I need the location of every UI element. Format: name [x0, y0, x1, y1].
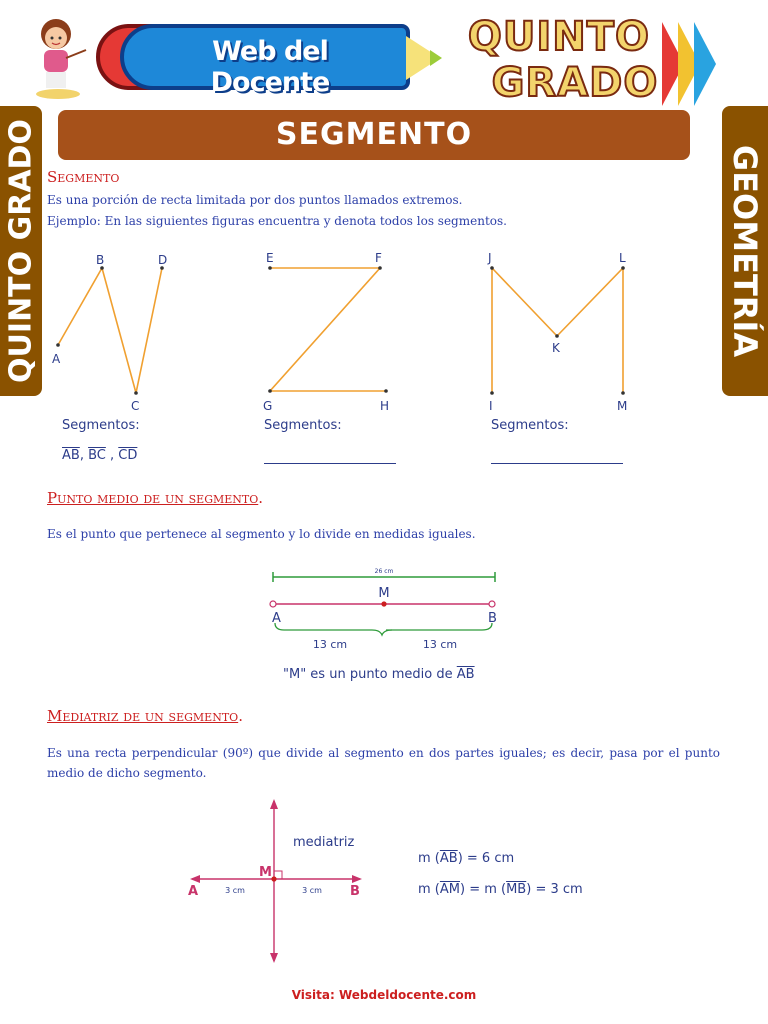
point-j-label: J	[488, 251, 492, 265]
segments-label-2: Segmentos:	[264, 418, 342, 433]
figure-z	[258, 248, 408, 418]
teacher-illustration	[30, 14, 90, 100]
answer-bc: $\overline{BC}$	[88, 448, 106, 463]
side-left-text: QUINTO GRADO	[3, 119, 39, 383]
eq1-post: ) = 6 cm	[457, 851, 515, 866]
figure-n	[40, 248, 190, 418]
footer-link[interactable]: Visita: Webdeldocente.com	[291, 988, 477, 1002]
segment-a-label: A	[272, 611, 281, 626]
mediatriz-a-label: A	[188, 884, 199, 899]
side-tab-right	[722, 106, 768, 396]
point-f-label: F	[375, 251, 382, 265]
point-c-label: C	[131, 399, 140, 413]
page-title: SEGMENTO	[58, 110, 690, 160]
half-left-label: 13 cm	[312, 638, 348, 651]
point-l-label: L	[619, 251, 626, 265]
right-length-label: 3 cm	[302, 886, 322, 895]
eq2-seg2: $\overline{MB}$	[506, 882, 527, 897]
eq2-post: ) = 3 cm	[526, 882, 583, 897]
midpoint-m-label: M	[378, 586, 390, 601]
eq1-seg: $\overline{AB}$	[439, 851, 458, 866]
eq2-pre: m (	[418, 882, 440, 897]
mediatriz-b-label: B	[350, 884, 360, 899]
logo-text: Web del Docente	[210, 36, 330, 98]
mediatriz-line-label: mediatriz	[293, 835, 355, 850]
figure-m	[480, 248, 640, 418]
segments-label-3: Segmentos:	[491, 418, 569, 433]
point-e-label: E	[266, 251, 274, 265]
mediatriz-heading-text: Mediatriz de un segmento	[47, 707, 239, 725]
segmento-example: Ejemplo: En las siguientes figuras encuentra y denota todos los segmentos.	[47, 214, 507, 228]
grade-badge	[440, 12, 710, 104]
equation-am-mb	[418, 882, 583, 897]
mediatriz-diagram	[180, 795, 380, 970]
grade-line1: QUINTO	[467, 14, 651, 60]
punto-medio-heading	[47, 489, 263, 507]
segments-label-1: Segmentos:	[62, 418, 140, 433]
mediatriz-heading-dot: .	[238, 707, 243, 725]
point-b-label: B	[96, 253, 105, 267]
mediatriz-m-label: M	[259, 865, 272, 880]
point-m-label: M	[617, 399, 628, 413]
point-g-label: G	[263, 399, 273, 413]
eq2-seg1: $\overline{AM}$	[439, 882, 460, 897]
caption-segment: $\overline{AB}$	[456, 667, 475, 682]
punto-medio-caption	[283, 667, 475, 682]
half-right-label: 13 cm	[422, 638, 458, 651]
segmento-heading: Segmento	[47, 168, 120, 186]
side-right-text: GEOMETRÍA	[726, 144, 764, 358]
caption-text: "M" es un punto medio de	[283, 667, 453, 682]
left-length-label: 3 cm	[225, 886, 245, 895]
point-i-label: I	[489, 399, 493, 413]
point-d-label: D	[158, 253, 168, 267]
grade-line2: GRADO	[491, 60, 659, 106]
segmento-definition: Es una porción de recta limitada por dos puntos llamados extremos.	[47, 193, 463, 207]
side-tab-left	[0, 106, 42, 396]
mediatriz-heading	[47, 707, 243, 725]
point-k-label: K	[552, 341, 560, 355]
eq2-mid: ) = m (	[459, 882, 507, 897]
punto-medio-heading-dot: .	[258, 489, 264, 507]
punto-medio-text: Es el punto que pertenece al segmento y lo divide en medidas iguales.	[47, 527, 476, 541]
answer-blank-3[interactable]	[491, 463, 623, 464]
answer-blank-2[interactable]	[264, 463, 396, 464]
segments-answer-1: $\overline{AB}$, $\overline{BC}$ , $\overline{CD}$	[62, 448, 138, 463]
punto-medio-diagram	[260, 563, 510, 663]
punto-medio-heading-text: Punto medio de un segmento	[47, 489, 259, 507]
segment-b-label: B	[488, 611, 497, 626]
mediatriz-text: Es una recta perpendicular (90º) que divide al segmento en dos partes iguales; es decir, pasa por el punto medio de dicho segmento.	[47, 746, 720, 780]
point-h-label: H	[380, 399, 390, 413]
equation-ab	[418, 851, 514, 866]
answer-cd: $\overline{CD}$	[118, 448, 138, 463]
answer-ab: $\overline{AB}$	[62, 448, 80, 463]
eq1-pre: m (	[418, 851, 440, 866]
point-a-label: A	[52, 352, 61, 366]
total-length-label: 26 cm	[374, 568, 394, 575]
